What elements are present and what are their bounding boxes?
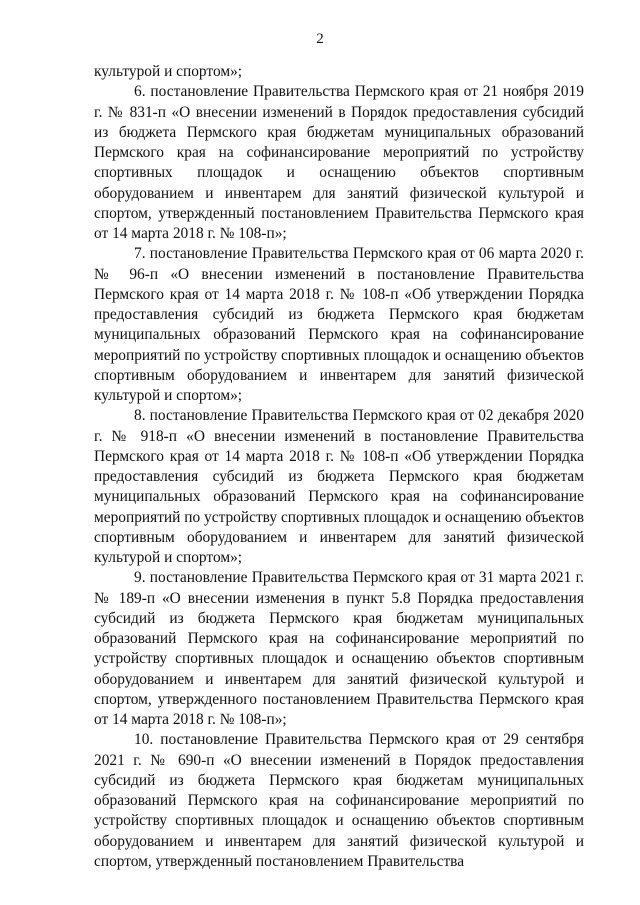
paragraph-item-7: 7. постановление Правительства Пермского края от 06 марта 2020 г. № 96-п «О внесении изменений в постановление Правительства Пермского края от 14 марта 2018 г. № 108-п «Об утверждении Порядка предоставления субсидий из бюджета Пермского края бюджетам муниципальных образований Пермского края на софинансирование мероприятий по устройству спортивных площадок и оснащению объектов спортивным оборудованием и инвентарем для занятий физической культурой и спортом»; (94, 245, 584, 404)
paragraph-continuation: культурой и спортом»; (94, 63, 243, 80)
paragraph-item-10: 10. постановление Правительства Пермского края от 29 сентября 2021 г. № 690-п «О внесении изменений в Порядок предоставления субсидий из бюджета Пермского края бюджетам муниципальных образований Пермского края на софинансирование мероприятий по устройству спортивных площадок и оснащению объектов спортивным оборудованием и инвентарем для занятий физической культурой и спортом, утвержденный постановлением Правительства (94, 731, 584, 870)
document-body (94, 62, 584, 872)
paragraph-item-8: 8. постановление Правительства Пермского края от 02 декабря 2020 г. № 918-п «О внесении изменений в постановление Правительства Пермского края от 14 марта 2018 г. № 108-п «Об утверждении Порядка предоставления субсидий из бюджета Пермского края бюджетам муниципальных образований Пермского края на софинансирование мероприятий по устройству спортивных площадок и оснащению объектов спортивным оборудованием и инвентарем для занятий физической культурой и спортом»; (94, 407, 584, 566)
page-number: 2 (316, 31, 324, 47)
paragraph-item-9: 9. постановление Правительства Пермского края от 31 марта 2021 г. № 189-п «О внесении изменения в пункт 5.8 Порядка предоставления субсидий из бюджета Пермского края бюджетам муниципальных образований Пермского края на софинансирование мероприятий по устройству спортивных площадок и оснащению объектов спортивным оборудованием и инвентарем для занятий физической культурой и спортом, утвержденного постановлением Правительства Пермского края от 14 марта 2018 г. № 108-п»; (94, 569, 584, 728)
paragraph-item-6: 6. постановление Правительства Пермского края от 21 ноября 2019 г. № 831-п «О внесении изменений в Порядок предоставления субсидий из бюджета Пермского края бюджетам муниципальных образований Пермского края на софинансирование мероприятий по устройству спортивных площадок и оснащению объектов спортивным оборудованием и инвентарем для занятий физической культурой и спортом, утвержденный постановлением Правительства Пермского края от 14 марта 2018 г. № 108-п»; (94, 83, 584, 242)
